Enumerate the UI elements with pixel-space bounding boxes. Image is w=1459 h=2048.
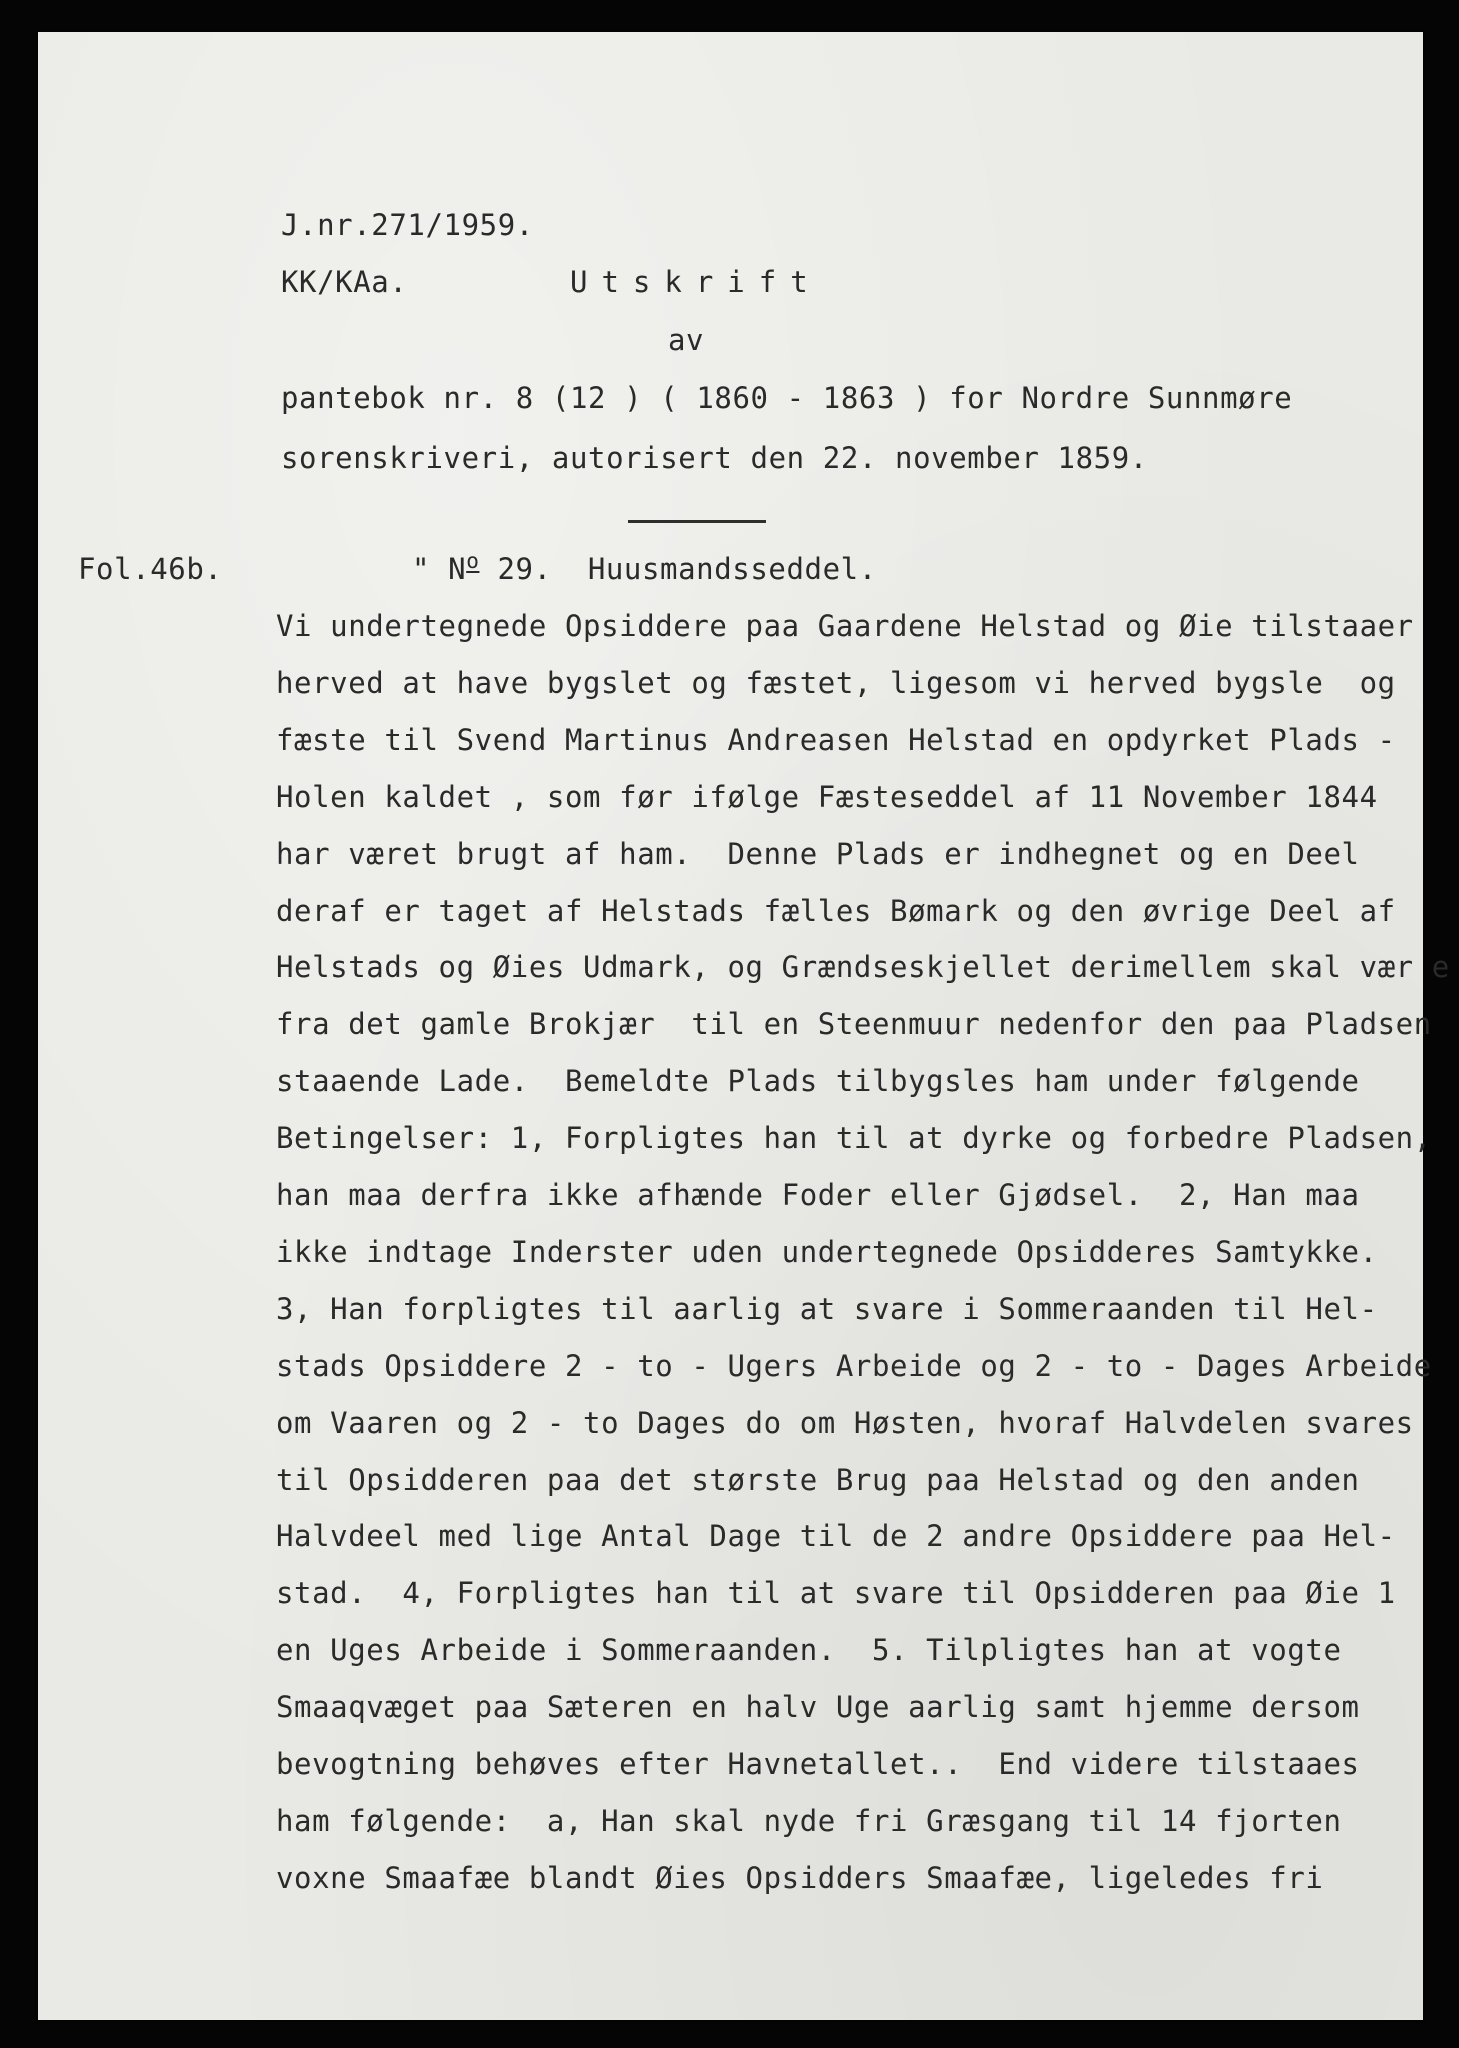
body-line: 3, Han forpligtes til aarlig at svare i Sommeraanden til Hel- — [276, 1292, 1378, 1326]
body-line: en Uges Arbeide i Sommeraanden. 5. Tilpligtes han at vogte — [276, 1633, 1342, 1667]
number-symbol: N — [448, 552, 467, 586]
body-line: herved at have bygslet og fæstet, ligesom vi herved bygsle og — [276, 666, 1396, 700]
body-line: Helstads og Øies Udmark, og Grændseskjellet derimellem skal vær e — [276, 950, 1450, 984]
body-line: Halvdeel med lige Antal Dage til de 2 andre Opsiddere paa Hel- — [276, 1519, 1396, 1553]
body-line: Betingelser: 1, Forpligtes han til at dyrke og forbedre Pladsen, — [276, 1121, 1432, 1155]
heading-av: av — [668, 323, 705, 357]
entry-number: 29. — [497, 552, 552, 586]
body-line: deraf er taget af Helstads fælles Bømark og den øvrige Deel af — [276, 894, 1396, 928]
body-line: til Opsidderen paa det største Brug paa Helstad og den anden — [276, 1463, 1360, 1497]
body-line: voxne Smaafæe blandt Øies Opsidders Smaafæe, ligeledes fri — [276, 1861, 1324, 1895]
entry-heading — [412, 549, 877, 586]
body-line: fra det gamle Brokjær til en Steenmuur nedenfor den paa Pladsen — [276, 1007, 1432, 1041]
body-line: har været brugt af ham. Denne Plads er indhegnet og en Deel — [276, 837, 1360, 871]
body-line: ham følgende: a, Han skal nyde fri Græsgang til 14 fjorten — [276, 1804, 1342, 1838]
body-line: om Vaaren og 2 - to Dages do om Høsten, hvoraf Halvdelen svares — [276, 1406, 1414, 1440]
body-line: Holen kaldet , som før ifølge Fæsteseddel af 11 November 1844 — [276, 780, 1378, 814]
document-heading: Utskrift — [570, 265, 822, 299]
journal-number: J.nr.271/1959. — [281, 208, 534, 242]
body-line: han maa derfra ikke afhænde Foder eller Gjødsel. 2, Han maa — [276, 1178, 1360, 1212]
body-line: Smaaqvæget paa Sæteren en halv Uge aarlig samt hjemme dersom — [276, 1690, 1360, 1724]
entry-title: Huusmandsseddel. — [587, 552, 877, 586]
body-line: ikke indtage Inderster uden undertegnede Opsidderes Samtykke. — [276, 1235, 1378, 1269]
body-line: stad. 4, Forpligtes han til at svare til Opsidderen paa Øie 1 — [276, 1576, 1396, 1610]
opening-quote: " — [412, 552, 431, 586]
body-line: bevogtning behøves efter Havnetallet.. End videre tilstaaes — [276, 1747, 1360, 1781]
divider-rule — [628, 520, 766, 523]
body-line: stads Opsiddere 2 - to - Ugers Arbeide og 2 - to - Dages Arbeide — [276, 1349, 1432, 1383]
body-line: staaende Lade. Bemeldte Plads tilbygsles ham under følgende — [276, 1064, 1360, 1098]
body-line: Vi undertegnede Opsiddere paa Gaardene Helstad og Øie tilstaaer — [276, 609, 1414, 643]
body-line: fæste til Svend Martinus Andreasen Helstad en opdyrket Plads - — [276, 723, 1396, 757]
folio-reference: Fol.46b. — [78, 552, 223, 586]
initials: KK/KAa. — [281, 265, 408, 299]
number-symbol-superscript: o — [466, 549, 480, 573]
source-line-2: sorenskriveri, autorisert den 22. november 1859. — [281, 441, 1148, 475]
source-line-1: pantebok nr. 8 (12 ) ( 1860 - 1863 ) for Nordre Sunnmøre — [281, 381, 1293, 415]
